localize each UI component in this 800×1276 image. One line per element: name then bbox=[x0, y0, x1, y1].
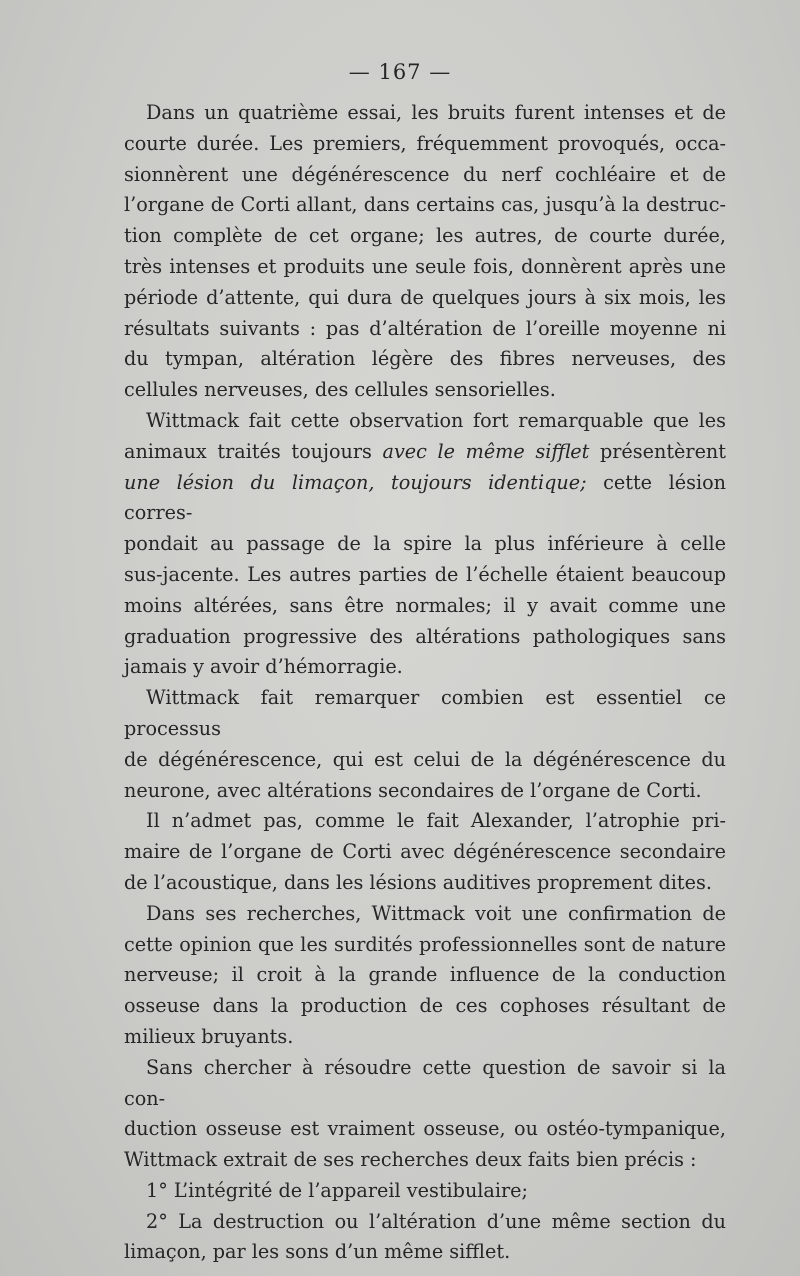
italic-run: avec le même sifflet bbox=[382, 439, 590, 463]
text-line: cellules nerveuses, des cellules sensorielles. bbox=[124, 378, 556, 402]
text-line: période d’attente, qui dura de quelques jours à six mois, les bbox=[124, 285, 726, 309]
text-run: présentèrent bbox=[589, 439, 726, 463]
text-line: du tympan, altération légère des fibres nerveuses, des bbox=[124, 347, 726, 371]
text-line: pondait au passage de la spire la plus inférieure à celle bbox=[124, 532, 726, 556]
text-run: cette lésion corres- bbox=[124, 470, 726, 525]
text-line: nerveuse; il croit à la grande influence de la conduction bbox=[124, 963, 726, 987]
text-line: sus-jacente. Les autres parties de l’échelle étaient beaucoup bbox=[124, 562, 726, 586]
text-line: très intenses et produits une seule fois, donnèrent après une bbox=[124, 254, 726, 278]
text-line: Wittmack extrait de ses recherches deux faits bien précis : bbox=[124, 1148, 697, 1172]
paragraph-1 bbox=[124, 98, 726, 406]
italic-run: une lésion du limaçon, toujours identique; bbox=[124, 470, 587, 494]
text-line: Sans chercher à résoudre cette question de savoir si la con- bbox=[124, 1055, 726, 1110]
paragraph-4 bbox=[124, 806, 726, 898]
text-line: Dans ses recherches, Wittmack voit une confirmation de bbox=[146, 901, 726, 925]
text-line: de l’acoustique, dans les lésions auditives proprement dites. bbox=[124, 870, 712, 894]
text-line: l’organe de Corti allant, dans certains cas, jusqu’à la destruc- bbox=[124, 193, 726, 217]
text-line: Dans un quatrième essai, les bruits furent intenses et de bbox=[146, 101, 726, 124]
text-run: animaux traités toujours bbox=[124, 439, 383, 463]
paragraph-6 bbox=[124, 1053, 726, 1176]
list-item-2 bbox=[124, 1207, 726, 1269]
text-line: de dégénérescence, qui est celui de la dégénérescence du bbox=[124, 747, 726, 771]
text-line: Wittmack fait remarquer combien est essentiel ce processus bbox=[124, 686, 726, 740]
paragraph-3 bbox=[124, 683, 726, 806]
paragraph-5 bbox=[124, 899, 726, 1053]
text-line: osseuse dans la production de ces cophoses résultant de bbox=[124, 994, 726, 1018]
text-line: neurone, avec altérations secondaires de l’organe de Corti. bbox=[124, 778, 702, 802]
body-text bbox=[124, 98, 726, 1268]
text-line: 1° L’intégrité de l’appareil vestibulaire; bbox=[146, 1178, 529, 1202]
text-line: Wittmack fait cette observation fort remarquable que les bbox=[146, 408, 726, 432]
text-line: jamais y avoir d’hémorragie. bbox=[124, 655, 403, 679]
page-number: — 167 — bbox=[348, 60, 452, 84]
text-line: sionnèrent une dégénérescence du nerf cochléaire et de bbox=[124, 162, 726, 186]
text-line: milieux bruyants. bbox=[124, 1024, 294, 1048]
text-line bbox=[124, 468, 726, 530]
list-item-1 bbox=[124, 1176, 726, 1207]
text-line: duction osseuse est vraiment osseuse, ou ostéo-tympanique, bbox=[124, 1117, 726, 1141]
text-line: limaçon, par les sons d’un même sifflet. bbox=[124, 1240, 511, 1264]
text-line bbox=[124, 437, 726, 468]
text-line: cette opinion que les surdités professionnelles sont de nature bbox=[124, 932, 726, 956]
text-line: moins altérées, sans être normales; il y avait comme une bbox=[124, 593, 726, 617]
text-line: courte durée. Les premiers, fréquemment provoqués, occa- bbox=[124, 131, 726, 155]
text-line: maire de l’organe de Corti avec dégénérescence secondaire bbox=[124, 840, 726, 864]
text-line: Il n’admet pas, comme le fait Alexander, l’atrophie pri- bbox=[146, 809, 726, 833]
text-line: résultats suivants : pas d’altération de l’oreille moyenne ni bbox=[124, 316, 726, 340]
text-line: tion complète de cet organe; les autres, de courte durée, bbox=[124, 224, 726, 248]
paragraph-2 bbox=[124, 406, 726, 683]
text-line: graduation progressive des altérations pathologiques sans bbox=[124, 624, 726, 648]
text-line: 2° La destruction ou l’altération d’une même section du bbox=[146, 1209, 726, 1233]
